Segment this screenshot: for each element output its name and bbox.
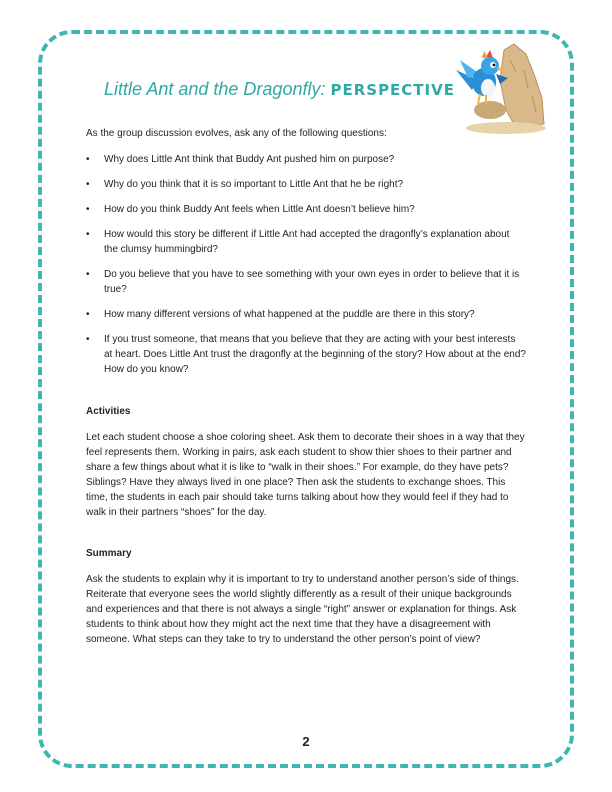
- bird-on-rock-illustration: [446, 40, 548, 136]
- question-text: Why do you think that it is so important to Little Ant that he be right?: [104, 179, 404, 190]
- bullet-marker: •: [86, 309, 90, 320]
- question-item: [86, 332, 526, 377]
- question-item: [86, 227, 526, 257]
- summary-text: Ask the students to explain why it is important to try to understand another person’s side of things. Reiterate that everyone sees the world slightly differently as a result of their unique backgrounds and experiences and that there is not always a single “right” answer or explanation for things. Ask students to think about how they might act the next time that they have a disagreement with someone. What steps can they take to try to understand the other person’s point of view?: [86, 574, 519, 645]
- bullet-marker: •: [86, 204, 90, 215]
- question-text: How many different versions of what happened at the puddle are there in this story?: [104, 309, 475, 320]
- title-main: Little Ant and the Dragonfly:: [104, 79, 331, 99]
- bullet-marker: •: [86, 179, 90, 190]
- activities-text: Let each student choose a shoe coloring sheet. Ask them to decorate their shoes in a way that they feel represents them. Working in pairs, ask each student to show thier shoes to their partner and share a few things about what it is like to “walk in their shoes.” For example, do they have pets? Siblings? Have they always lived in one place? Then ask the students to exchange shoes. This time, the students in each pair should take turns talking about how they would feel if they had to walk in their partners “shoes” for the day.: [86, 432, 525, 518]
- question-text: Why does Little Ant think that Buddy Ant pushed him on purpose?: [104, 154, 395, 165]
- question-item: [86, 307, 526, 322]
- question-text: If you trust someone, that means that you believe that they are acting with your best interests at heart. Does Little Ant trust the dragonfly at the beginning of the story? How about at the end? How do you know?: [104, 334, 526, 375]
- summary-heading: Summary: [86, 548, 132, 559]
- page-content: [86, 126, 526, 647]
- intro-text: As the group discussion evolves, ask any of the following questions:: [86, 128, 387, 139]
- page-title: [104, 79, 455, 100]
- bullet-marker: •: [86, 334, 90, 345]
- activities-heading: Activities: [86, 406, 131, 417]
- bullet-marker: •: [86, 269, 90, 280]
- question-text: How do you think Buddy Ant feels when Little Ant doesn’t believe him?: [104, 204, 415, 215]
- bullet-marker: •: [86, 229, 90, 240]
- question-item: [86, 267, 526, 297]
- question-item: [86, 152, 526, 167]
- question-item: [86, 202, 526, 217]
- title-subtitle: PERSPECTIVE: [330, 81, 455, 99]
- question-list: [86, 152, 526, 377]
- question-item: [86, 177, 526, 192]
- page-number: 2: [302, 734, 310, 749]
- question-text: Do you believe that you have to see something with your own eyes in order to believe that it is true?: [104, 269, 520, 295]
- bullet-marker: •: [86, 154, 90, 165]
- question-text: How would this story be different if Little Ant had accepted the dragonfly’s explanation about the clumsy hummingbird?: [104, 229, 510, 255]
